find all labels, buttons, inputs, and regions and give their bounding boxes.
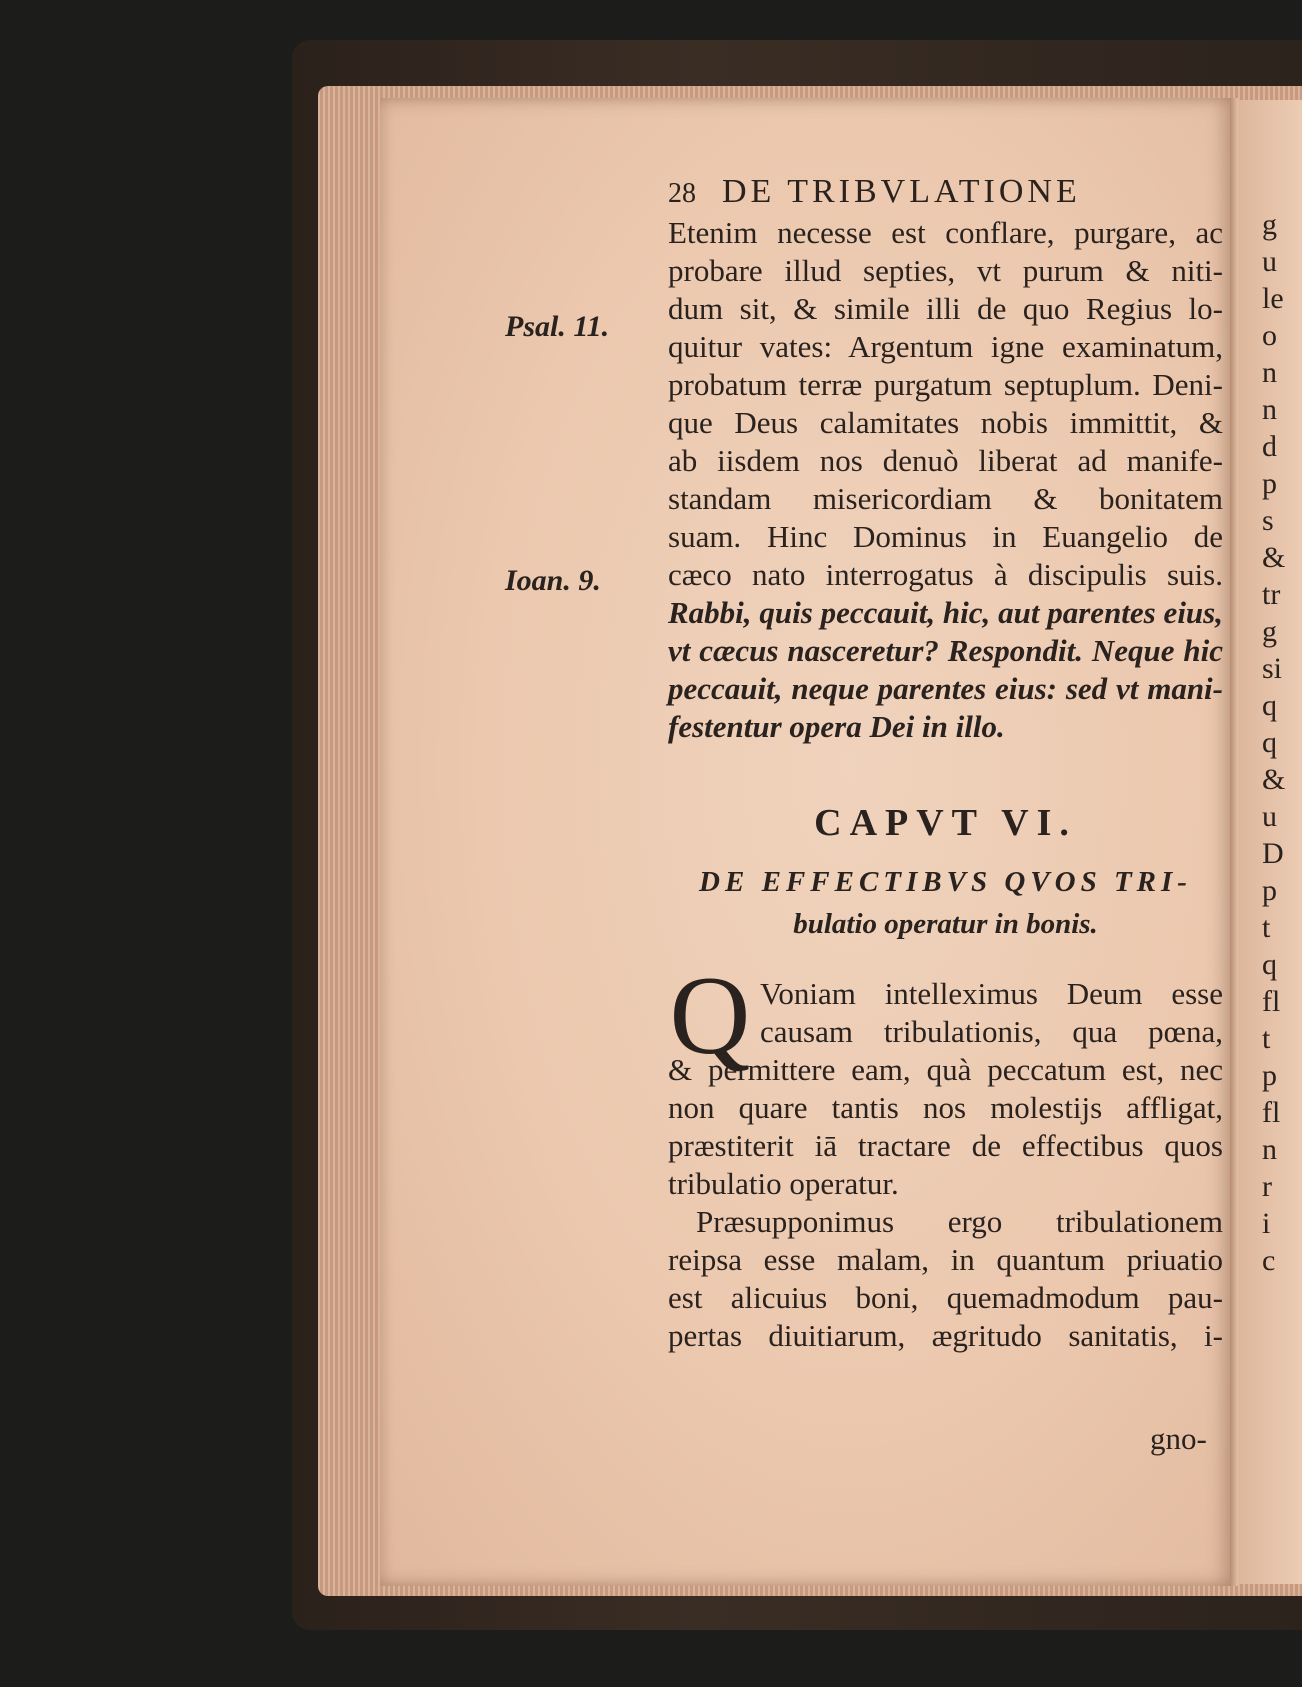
running-head [668, 170, 1168, 214]
facing-page-letter: D [1262, 837, 1284, 870]
text-line: reipsa esse malam, in quantum priuatio [668, 1242, 1223, 1277]
facing-page-letter: p [1262, 874, 1277, 907]
facing-page-letter: n [1262, 393, 1277, 426]
facing-page-letter: g [1262, 615, 1277, 648]
drop-cap: Q [669, 954, 751, 1078]
facing-page-letter: & [1262, 763, 1286, 796]
text-line: vt cæcus nasceretur? Respondit. Neque hic [668, 633, 1223, 668]
text-line: est alicuius boni, quemadmodum pau- [668, 1280, 1223, 1315]
facing-page-letter: g [1262, 208, 1277, 241]
chapter-title: CAPVT VI. [814, 802, 1077, 844]
facing-page-letter: u [1262, 800, 1277, 833]
running-head-title: DE TRIBVLATIONE [722, 173, 1081, 210]
text-line: suam. Hinc Dominus in Euangelio de [668, 519, 1223, 554]
facing-page-letter: q [1262, 948, 1277, 981]
text-line: tribulatio operatur. [668, 1166, 899, 1201]
facing-page-letter: i [1262, 1207, 1271, 1240]
text-line: quitur vates: Argentum igne examinatum, [668, 329, 1223, 364]
facing-page-letter: q [1262, 689, 1277, 722]
book-gutter [1230, 98, 1238, 1586]
facing-page-letter: c [1262, 1244, 1276, 1277]
facing-page-letter: p [1262, 467, 1277, 500]
text-line: peccauit, neque parentes eius: sed vt mani- [668, 671, 1223, 706]
text-line: standam misericordiam & bonitatem [668, 481, 1223, 516]
chapter-subtitle-line-2: bulatio operatur in bonis. [793, 908, 1098, 940]
facing-page-letter: r [1262, 1170, 1272, 1203]
text-line: non quare tantis nos molestijs affligat, [668, 1090, 1223, 1125]
page-number: 28 [668, 178, 696, 209]
text-line: Voniam intelleximus Deum esse [760, 976, 1223, 1011]
text-line: præstiterit iā tractare de effectibus quos [668, 1128, 1223, 1163]
text-line: & permittere eam, quà peccatum est, nec [668, 1052, 1223, 1087]
facing-page-letter: t [1262, 911, 1271, 944]
facing-page-letter: d [1262, 430, 1277, 463]
facing-page-letter: fl [1262, 1096, 1281, 1129]
facing-page-edge [1238, 100, 1302, 1584]
text-line: cæco nato interrogatus à discipulis suis. [668, 557, 1223, 592]
facing-page-letter: u [1262, 245, 1277, 278]
chapter-subtitle-line-1: DE EFFECTIBVS QVOS TRI- [699, 866, 1192, 898]
text-line: pertas diuitiarum, ægritudo sanitatis, i- [668, 1318, 1223, 1353]
text-line: Rabbi, quis peccauit, hic, aut parentes eius, [668, 595, 1223, 630]
facing-page-letter: tr [1262, 578, 1281, 611]
facing-page-letter: le [1262, 282, 1284, 315]
margin-note-john: Ioan. 9. [505, 564, 601, 597]
text-line: que Deus calamitates nobis immittit, & [668, 405, 1223, 440]
text-line: Etenim necesse est conflare, purgare, ac [668, 215, 1223, 250]
facing-page-letter: fl [1262, 985, 1281, 1018]
text-line: Præsupponimus ergo tribulationem [696, 1204, 1223, 1239]
text-line: dum sit, & simile illi de quo Regius lo- [668, 291, 1223, 326]
text-line: festentur opera Dei in illo. [668, 709, 1005, 744]
facing-page-letter: s [1262, 504, 1274, 537]
text-line: causam tribulationis, qua pœna, [760, 1014, 1223, 1049]
text-line: ab iisdem nos denuò liberat ad manife- [668, 443, 1223, 478]
facing-page-letter: si [1262, 652, 1283, 685]
facing-page-letter: & [1262, 541, 1286, 574]
facing-page-letter: t [1262, 1022, 1271, 1055]
facing-page-letter: q [1262, 726, 1277, 759]
catchword: gno- [1150, 1421, 1207, 1456]
facing-page-letter: n [1262, 356, 1277, 389]
text-line: probatum terræ purgatum septuplum. Deni- [668, 367, 1223, 402]
margin-note-psalm: Psal. 11. [505, 310, 610, 343]
facing-page-letter: o [1262, 319, 1277, 352]
facing-page-letter: p [1262, 1059, 1277, 1092]
text-line: probare illud septies, vt purum & niti- [668, 253, 1223, 288]
facing-page-letter: n [1262, 1133, 1277, 1166]
